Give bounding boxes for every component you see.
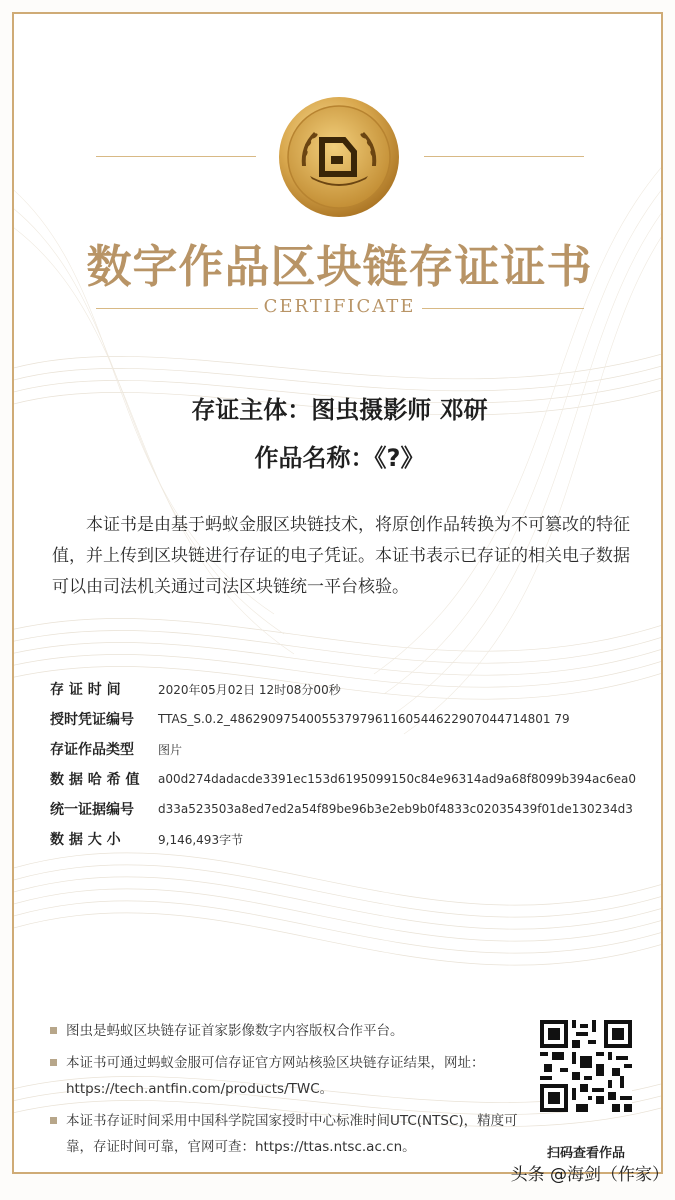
info-value: 2020年05月02日 12时08分00秒	[158, 682, 341, 697]
note-text: 本证书存证时间采用中国科学院国家授时中心标准时间UTC(NTSC)，精度可靠，存证时间可靠，官网可查：https://ttas.ntsc.ac.cn。	[66, 1113, 518, 1155]
square-bullet-icon	[50, 1027, 57, 1034]
info-label: 存证作品类型	[50, 742, 134, 758]
info-label: 授时凭证编号	[50, 712, 134, 728]
note-item	[48, 1050, 518, 1102]
info-value: TTAS_S.0.2_486290975400553797961160544622907044714801 79	[158, 712, 570, 726]
info-row-timestamp-id	[50, 704, 650, 734]
qr-code-icon[interactable]	[540, 1020, 632, 1112]
notes-list	[48, 1018, 518, 1166]
work-title-line: 作品名称：《?》	[254, 444, 425, 472]
qr-caption: 扫码查看作品	[546, 1146, 625, 1161]
info-row-evidence-id	[50, 794, 650, 824]
gold-seal-icon	[278, 96, 400, 218]
info-row-type	[50, 734, 650, 764]
watermark-text: 头条 @海剑（作家）	[510, 1165, 669, 1185]
certificate-frame	[12, 12, 663, 1174]
square-bullet-icon	[50, 1059, 57, 1066]
info-value: 图片	[158, 742, 183, 757]
info-row-size	[50, 824, 650, 854]
note-item	[48, 1108, 518, 1160]
certificate-subtitle: CERTIFICATE	[263, 296, 416, 317]
note-text: 本证书可通过蚂蚁金服可信存证官方网站核验区块链存证结果，网址：https://tech.antfin.com/products/TWC。	[66, 1055, 485, 1097]
subject-line: 存证主体：图虫摄影师 邓研	[191, 396, 488, 424]
top-right-rule	[424, 156, 584, 157]
info-label: 存 证 时 间	[50, 682, 121, 698]
certificate-title: 数字作品区块链存证证书	[86, 240, 593, 293]
note-text: 图虫是蚂蚁区块链存证首家影像数字内容版权合作平台。	[66, 1023, 404, 1039]
info-label: 数 据 大 小	[50, 832, 121, 848]
intro-paragraph: 本证书是由基于蚂蚁金服区块链技术，将原创作品转换为不可篡改的特征值，并上传到区块链进行存证的电子凭证。本证书表示已存证的相关电子数据可以由司法机关通过司法区块链统一平台核验。	[52, 515, 630, 597]
note-item	[48, 1018, 518, 1044]
info-row-time	[50, 674, 650, 704]
bottom-right-rule	[422, 308, 584, 309]
info-row-hash	[50, 764, 650, 794]
info-label: 数 据 哈 希 值	[50, 772, 140, 788]
info-value: a00d274dadacde3391ec153d6195099150c84e96314ad9a68f8099b394ac6ea0	[158, 772, 636, 786]
square-bullet-icon	[50, 1117, 57, 1124]
info-value: d33a523503a8ed7ed2a54f89be96b3e2eb9b0f4833c02035439f01de130234d3	[158, 802, 633, 816]
top-left-rule	[96, 156, 256, 157]
info-label: 统一证据编号	[50, 802, 134, 818]
info-value: 9,146,493字节	[158, 832, 244, 847]
info-table	[50, 674, 650, 854]
